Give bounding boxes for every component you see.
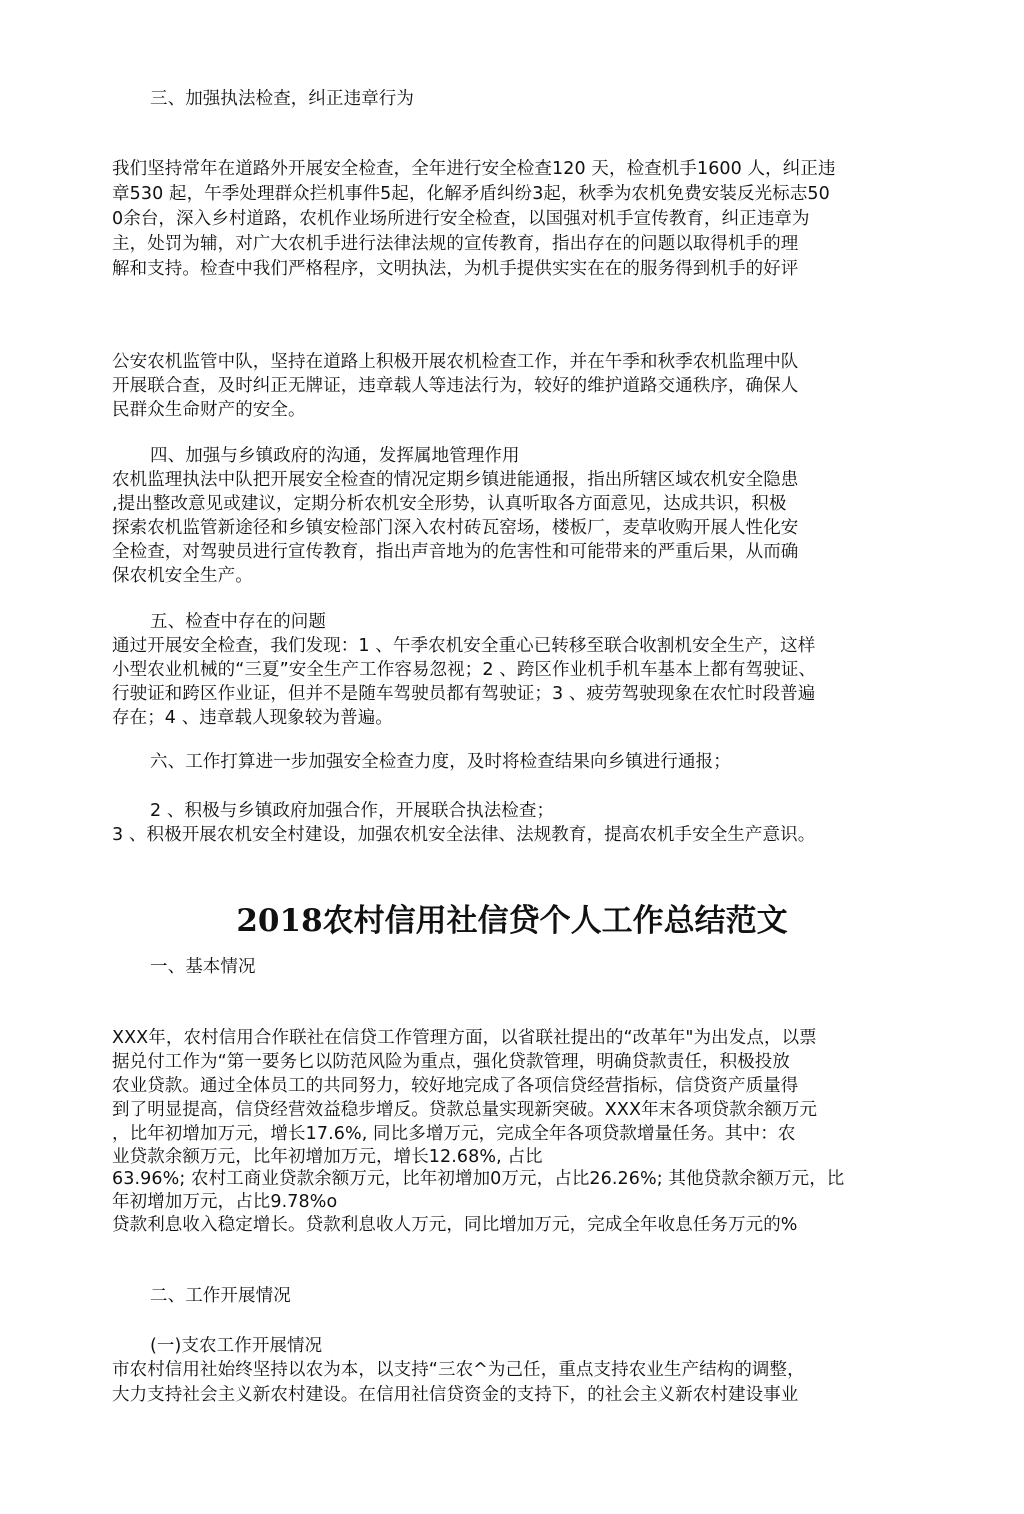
section-4-line-4: 全检查，对驾驶员进行宣传教育，指出声音地为的危害性和可能带来的严重后果，从而确 <box>112 542 799 562</box>
section-5-line-4: 存在；4 、违章载人现象较为普遍。 <box>112 708 393 728</box>
basic-situation-line-4: 到了明显提高，信贷经营效益稳步增反。贷款总量实现新突破。XXX年末各项贷款余额万元 <box>112 1100 818 1120</box>
section-4-line-1: 农机监理执法中队把开展安全检查的情况定期乡镇进能通报，指出所辖区域农机安全隐患 <box>112 470 799 490</box>
agri-support-line-2: 大力支持社会主义新农村建设。在信用社信贷资金的支持下，的社会主义新农村建设事业 <box>112 1385 799 1405</box>
basic-situation-line-2: 据兑付工作为“第一要务匕以防范风险为重点，强化贷款管理，明确贷款责任，积极投放 <box>112 1052 790 1072</box>
section-3-line-4: 主，处罚为辅，对广大农机手进行法律法规的宣传教育，指出存在的问题以取得机手的理 <box>112 234 799 254</box>
basic-situation-line-9: 贷款利息收入稳定增长。贷款利息收人万元，同比增加万元，完成全年收息任务万元的% <box>112 1215 798 1235</box>
section-3-para2-line-3: 民群众生命财产的安全。 <box>112 400 306 420</box>
section-3-line-1: 我们坚持常年在道路外开展安全检查，全年进行安全检查120 天，检查机手1600 人，纠正违 <box>112 159 836 179</box>
agri-support-line-1: 市农村信用社始终坚持以农为本，以支持“三农^为己任，重点支持农业生产结构的调整， <box>112 1360 805 1380</box>
basic-situation-line-1: XXX年，农村信用合作联社在信贷工作管理方面，以省联社提出的“改革年"为出发点，以票 <box>112 1028 817 1048</box>
section-4-line-3: 探索农机监管新途径和乡镇安检部门深入农村砖瓦窑场，楼板厂，麦草收购开展人性化安 <box>112 518 799 538</box>
basic-situation-heading: 一、基本情况 <box>150 957 256 977</box>
article-title: 2018农村信用社信贷个人工作总结范文 <box>236 902 788 939</box>
section-6-line-3: 3 、积极开展农机安全村建设，加强农机安全法律、法规教育，提高农机手安全生产意识。 <box>112 825 816 845</box>
section-4-line-5: 保农机安全生产。 <box>112 566 253 586</box>
section-3-line-5: 解和支持。检查中我们严格程序，文明执法，为机手提供实实在在的服务得到机手的好评 <box>112 259 799 279</box>
basic-situation-line-6: 业贷款余额万元，比年初增加万元，增长12.68%, 占比 <box>112 1147 543 1167</box>
section-5-line-2: 小型农业机械的“三夏”安全生产工作容易忽视；2 、跨区作业机手机车基本上都有驾驶证、 <box>112 660 817 680</box>
section-5-heading: 五、检查中存在的问题 <box>150 612 326 632</box>
basic-situation-line-7: 63.96%; 农村工商业贷款余额万元，比年初增加0万元，占比26.26%; 其他贷款余额万元，比 <box>112 1169 845 1189</box>
section-3-line-3: 0余台，深入乡村道路，农机作业场所进行安全检查，以国强对机手宣传教育，纠正违章为 <box>112 209 810 229</box>
basic-situation-line-5: ，比年初增加万元，增长17.6%, 同比多增万元，完成全年各项贷款增量任务。其中：农 <box>112 1124 796 1144</box>
section-5-line-3: 行驶证和跨区作业证，但并不是随车驾驶员都有驾驶证；3 、疲劳驾驶现象在农忙时段普遍 <box>112 684 816 704</box>
basic-situation-line-8: 年初增加万元，占比9.78%o <box>112 1192 338 1212</box>
section-6-line-2: 2 、积极与乡镇政府加强合作，开展联合执法检查； <box>150 801 555 821</box>
section-3-heading: 三、加强执法检查，纠正违章行为 <box>150 89 414 109</box>
agri-support-heading: (一)支农工作开展情况 <box>150 1336 323 1356</box>
section-4-heading: 四、加强与乡镇政府的沟通，发挥属地管理作用 <box>150 446 520 466</box>
section-3-line-2: 章530 起，午季处理群众拦机事件5起，化解矛盾纠纷3起，秋季为农机免费安装反光标志50 <box>112 184 830 204</box>
section-3-para2-line-1: 公安农机监管中队，坚持在道路上积极开展农机检查工作，并在午季和秋季农机监理中队 <box>112 352 799 372</box>
section-5-line-1: 通过开展安全检查，我们发现：1 、午季农机安全重心已转移至联合收割机安全生产，这样 <box>112 636 816 656</box>
section-6-line-1: 六、工作打算进一步加强安全检查力度，及时将检查结果向乡镇进行通报； <box>150 752 731 772</box>
section-3-para2-line-2: 开展联合查，及时纠正无牌证，违章载人等违法行为，较好的维护道路交通秩序，确保人 <box>112 376 799 396</box>
section-4-line-2: ,提出整改意见或建议，定期分析农机安全形势，认真听取各方面意见，达成共识，积极 <box>112 494 787 514</box>
work-progress-heading: 二、工作开展情况 <box>150 1286 291 1306</box>
basic-situation-line-3: 农业贷款。通过全体员工的共同努力，较好地完成了各项信贷经营指标，信贷资产质量得 <box>112 1076 799 1096</box>
